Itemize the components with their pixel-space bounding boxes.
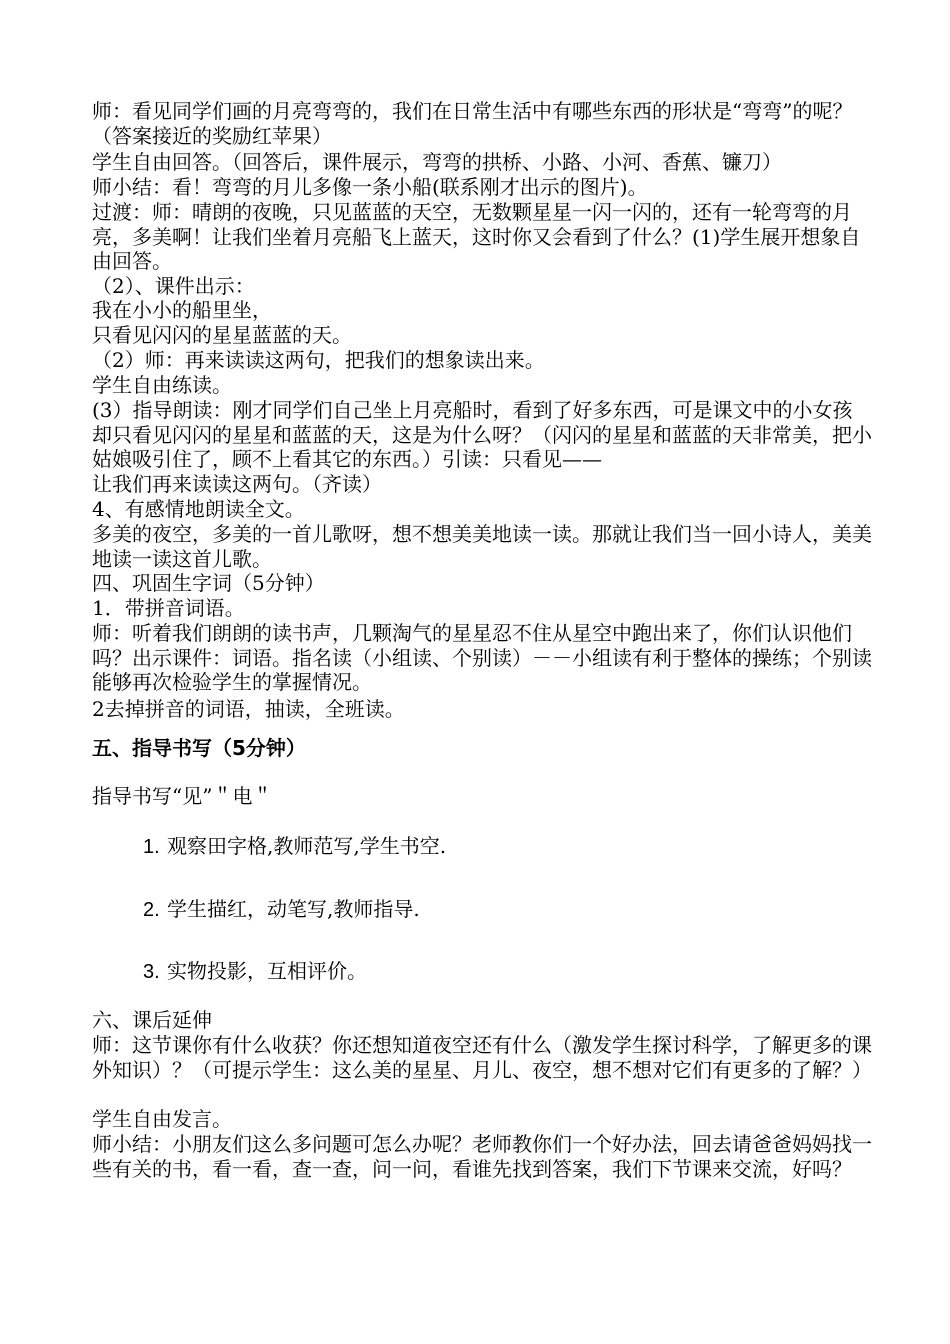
list-item (143, 959, 367, 984)
paragraph: 师小结：看！弯弯的月儿多像一条小船(联系刚才出示的图片)。 (92, 175, 648, 199)
paragraph: (3）指导朗读：刚才同学们自己坐上月亮船时，看到了好多东西，可是课文中的小女孩却只看见闪闪的星星和蓝蓝的天，这是为什么呀？（闪闪的星星和蓝蓝的天非常美，把小姑娘吸引住了，顾不上看其它的东西。）引读：只看见—— (92, 398, 872, 471)
list-text: 学生描红，动笔写,教师指导. (167, 897, 420, 921)
paragraph: 学生自由发言。 (92, 1107, 232, 1131)
paragraph: 多美的夜空，多美的一首儿歌呀，想不想美美地读一读。那就让我们当一回小诗人，美美地读一读这首儿歌。 (92, 522, 872, 571)
list-number: 1. (143, 836, 160, 858)
list-number: 3. (143, 961, 160, 983)
paragraph: 让我们再来读读这两句。（齐读） (92, 472, 382, 496)
paragraph: 过渡：师：晴朗的夜晚，只见蓝蓝的天空，无数颗星星一闪一闪的，还有一轮弯弯的月亮，多美啊！让我们坐着月亮船飞上蓝天，这时你又会看到了什么？(1)学生展开想象自由回答。 (92, 200, 861, 273)
list-item (143, 897, 420, 922)
list-text: 观察田字格,教师范写,学生书空. (167, 834, 447, 858)
list-number: 2. (143, 899, 160, 921)
paragraph: 学生自由练读。 (92, 373, 232, 397)
section-heading: 四、巩固生字词（5分钟） (92, 571, 325, 595)
paragraph: 师：听着我们朗朗的读书声，几颗淘气的星星忍不住从星空中跑出来了，你们认识他们吗？出示课件：词语。指名读（小组读、个别读）－－小组读有利于整体的操练；个别读能够再次检验学生的掌握情况。 (92, 621, 872, 694)
paragraph: （2）师：再来读读这两句，把我们的想象读出来。 (92, 348, 545, 372)
paragraph: 2去掉拼音的词语，抽读，全班读。 (92, 697, 405, 721)
paragraph: 指导书写“见”＂电＂ (92, 784, 273, 808)
poem-line: 只看见闪闪的星星蓝蓝的天。 (92, 323, 352, 347)
paragraph: 师：这节课你有什么收获？你还想知道夜空还有什么（激发学生探讨科学，了解更多的课外知识）？（可提示学生：这么美的星星、月儿、夜空，想不想对它们有更多的了解？） (92, 1033, 872, 1082)
paragraph: 1．带拼音词语。 (92, 596, 245, 620)
paragraph: 师：看见同学们画的月亮弯弯的，我们在日常生活中有哪些东西的形状是“弯弯”的呢？（答案接近的奖励红苹果） (92, 99, 853, 148)
paragraph: 学生自由回答。（回答后，课件展示，弯弯的拱桥、小路、小河、香蕉、镰刀） (92, 150, 782, 174)
section-heading: 五、指导书写（5分钟） (92, 736, 306, 760)
section-heading: 六、课后延伸 (92, 1008, 212, 1032)
paragraph: 4、有感情地朗读全文。 (92, 497, 305, 521)
list-item (143, 834, 446, 859)
list-text: 实物投影，互相评价。 (167, 959, 367, 983)
poem-line: 我在小小的船里坐， (92, 298, 272, 322)
paragraph: 师小结：小朋友们这么多问题可怎么办呢？老师教你们一个好办法，回去请爸爸妈妈找一些有关的书，看一看，查一查，问一问，看谁先找到答案，我们下节课来交流，好吗？ (92, 1132, 872, 1181)
paragraph: （2）、课件出示： (92, 274, 255, 298)
